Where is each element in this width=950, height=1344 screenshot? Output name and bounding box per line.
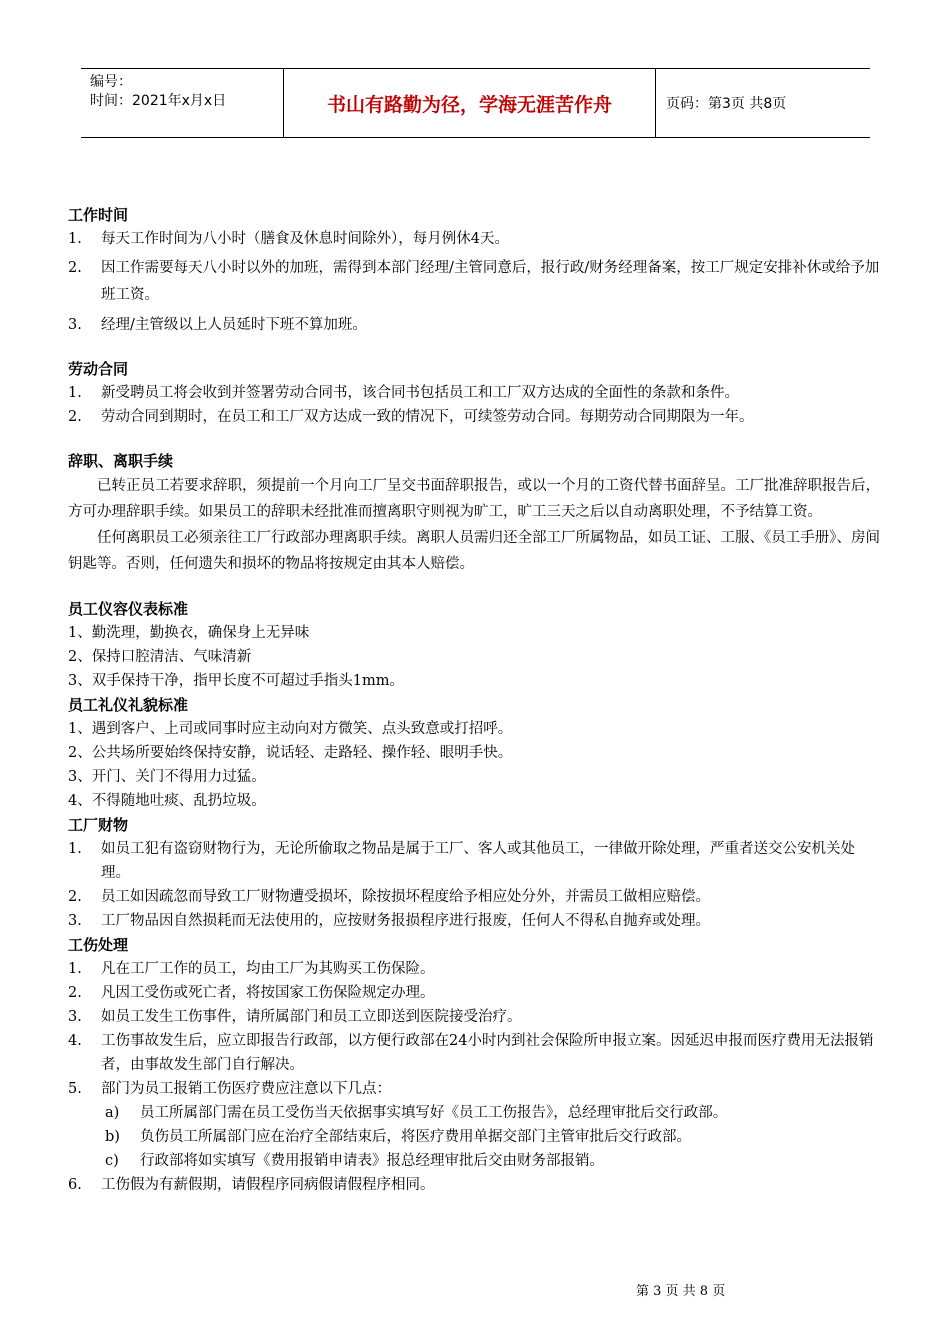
section-title-appearance: 员工仪容仪表标准 [68,600,189,618]
list-item: 5. 部门为员工报销工伤医疗费应注意以下几点： [68,1081,391,1097]
list-item: 3、双手保持干净，指甲长度不可超过手指头1mm。 [68,673,404,689]
section-title-contract: 劳动合同 [68,360,129,378]
paragraph: 任何离职员工必须亲往工厂行政部办理离职手续。离职人员需归还全部工厂所属物品，如员工证、工服、《员工手册》、房间钥匙等。否则，任何遗失和损坏的物品将按规定由其本人赔偿。 [68,530,880,572]
document-header [81,68,870,138]
list-item: 2. 凡因工受伤或死亡者，将按国家工伤保险规定办理。 [68,985,435,1001]
list-item: 3、开门、关门不得用力过猛。 [68,769,266,785]
list-item: 2. 劳动合同到期时，在员工和工厂双方达成一致的情况下，可续签劳动合同。每期劳动合同期限为一年。 [68,409,754,425]
list-item: 1. 新受聘员工将会收到并签署劳动合同书，该合同书包括员工和工厂双方达成的全面性的条款和条件。 [68,385,739,401]
header-meta [81,69,284,137]
sub-list-item: b) 负伤员工所属部门应在治疗全部结束后，将医疗费用单据交部门主管审批后交行政部。 [105,1129,691,1145]
sub-list-item: c) 行政部将如实填写《费用报销申请表》报总经理审批后交由财务部报销。 [105,1153,604,1169]
section-title-resign: 辞职、离职手续 [68,452,174,470]
code-label: 编号： [90,74,132,90]
list-item: 3. 经理/主管级以上人员延时下班不算加班。 [68,317,367,333]
paragraph: 已转正员工若要求辞职，须提前一个月向工厂呈交书面辞职报告，或以一个月的工资代替书面辞呈。工厂批准辞职报告后，方可办理辞职手续。如果员工的辞职未经批准而擅离职守则视为旷工，旷工三天之后以自动离职处理，不予结算工资。 [68,478,880,520]
list-item: 2、公共场所要始终保持安静，说话轻、走路轻、操作轻、眼明手快。 [68,745,513,761]
list-item: 3. 如员工发生工伤事件，请所属部门和员工立即送到医院接受治疗。 [68,1009,522,1025]
list-item: 3. 工厂物品因自然损耗而无法使用的，应按财务报损程序进行报废，任何人不得私自抛弃或处理。 [68,913,710,929]
section-title-injury: 工伤处理 [68,936,129,954]
time-label: 时间：2021年x月x日 [90,93,227,109]
list-item: 4、不得随地吐痰、乱扔垃圾。 [68,793,266,809]
list-item: 1、遇到客户、上司或同事时应主动向对方微笑、点头致意或打招呼。 [68,721,513,737]
header-page-info: 页码：第3页 共8页 [666,96,787,112]
list-item: 2. 因工作需要每天八小时以外的加班，需得到本部门经理/主管同意后，报行政/财务经理备案，按工厂规定安排补休或给予加班工资。 [68,260,880,303]
header-motto: 书山有路勤为径，学海无涯苦作舟 [284,69,656,137]
section-title-etiquette: 员工礼仪礼貌标准 [68,696,189,714]
list-item: 6. 工伤假为有薪假期，请假程序同病假请假程序相同。 [68,1177,435,1193]
section-title-work-time: 工作时间 [68,206,129,224]
list-item: 1. 如员工犯有盗窃财物行为，无论所偷取之物品是属于工厂、客人或其他员工，一律做开除处理，严重者送交公安机关处理。 [68,841,855,881]
page-footer: 第 3 页 共 8 页 [636,1284,726,1299]
list-item: 4. 工伤事故发生后，应立即报告行政部，以方便行政部在24小时内到社会保险所申报立案。因延迟申报而医疗费用无法报销者，由事故发生部门自行解决。 [68,1033,874,1073]
list-item: 2、保持口腔清洁、气味清新 [68,649,252,665]
document-body [68,203,883,1197]
list-item: 1. 每天工作时间为八小时（膳食及休息时间除外），每月例休4天。 [68,231,509,247]
list-item: 1. 凡在工厂工作的员工，均由工厂为其购买工伤保险。 [68,961,435,977]
list-item: 1、勤洗理，勤换衣，确保身上无异味 [68,625,310,641]
list-item: 2. 员工如因疏忽而导致工厂财物遭受损坏，除按损坏程度给予相应处分外，并需员工做相应赔偿。 [68,889,710,905]
section-title-property: 工厂财物 [68,816,129,834]
sub-list-item: a) 员工所属部门需在员工受伤当天依据事实填写好《员工工伤报告》，总经理审批后交行政部。 [105,1105,728,1121]
